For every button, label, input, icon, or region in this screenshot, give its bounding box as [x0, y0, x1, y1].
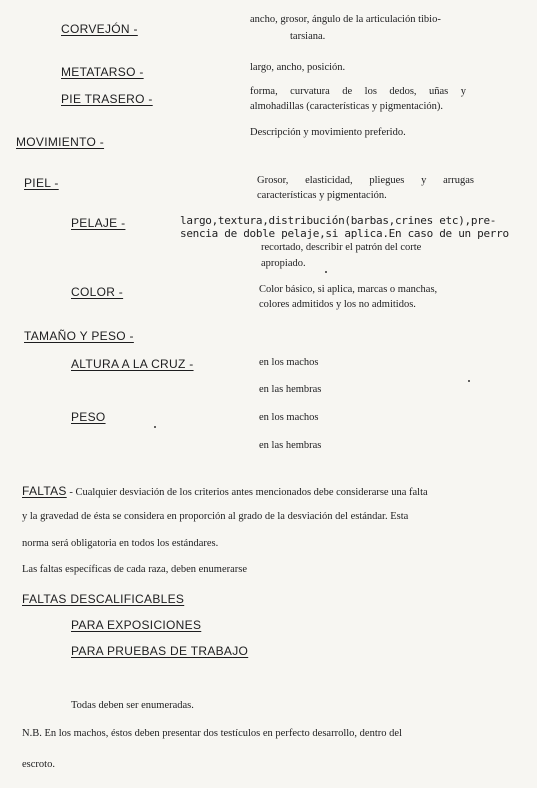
nb-note-line2: escroto. — [22, 759, 55, 770]
color-desc-line2: colores admitidos y los no admitidos. — [259, 299, 416, 310]
faltas-descalificables-heading: FALTAS DESCALIFICABLES — [22, 592, 185, 606]
faltas-text-line3: norma será obligatoria en todos los estándares. — [22, 538, 219, 549]
altura-hembras: en las hembras — [259, 384, 322, 395]
faltas-heading: FALTAS — [22, 484, 67, 498]
pelaje-desc-line1: recortado, describir el patrón del corte — [261, 242, 422, 253]
scan-speck — [325, 271, 327, 273]
tamano-peso-heading: TAMAÑO Y PESO - — [24, 329, 134, 343]
peso-hembras: en las hembras — [259, 440, 322, 451]
scan-speck — [468, 380, 470, 382]
pelaje-typed-line2: sencia de doble pelaje,si aplica.En caso de un perro — [180, 227, 509, 240]
para-pruebas-trabajo-heading: PARA PRUEBAS DE TRABAJO — [71, 644, 249, 658]
nb-note-line1: N.B. En los machos, éstos deben presentar dos testículos en perfecto desarrollo, dentro del — [22, 728, 402, 739]
pie-trasero-desc-line2: almohadillas (características y pigmentación). — [250, 101, 444, 112]
piel-desc-line2: características y pigmentación. — [257, 190, 387, 201]
pelaje-heading: PELAJE - — [71, 216, 126, 230]
faltas-text-line1: - Cualquier desviación de los criterios antes mencionados debe considerarse una falta — [66, 487, 428, 498]
todas-enumeradas-note: Todas deben ser enumeradas. — [71, 700, 194, 711]
faltas-text-line2: y la gravedad de ésta se considera en proporción al grado de la desviación del estándar. Esta — [22, 511, 409, 522]
pie-trasero-desc-line1: forma, curvatura de los dedos, uñas y — [250, 86, 466, 97]
color-heading: COLOR - — [71, 285, 124, 299]
faltas-paragraph-line1 — [22, 484, 428, 498]
corvejon-desc-line2: tarsiana. — [290, 31, 326, 42]
piel-heading: PIEL - — [24, 176, 59, 190]
peso-machos: en los machos — [259, 412, 319, 423]
metatarso-heading: METATARSO - — [61, 65, 144, 79]
movimiento-heading: MOVIMIENTO - — [16, 135, 105, 149]
corvejon-heading: CORVEJÓN - — [61, 22, 138, 36]
movimiento-desc: Descripción y movimiento preferido. — [250, 127, 406, 138]
faltas-text-line4: Las faltas específicas de cada raza, deben enumerarse — [22, 564, 248, 575]
metatarso-desc: largo, ancho, posición. — [250, 62, 346, 73]
pelaje-desc-line2: apropiado. — [261, 258, 306, 269]
corvejon-desc-line1: ancho, grosor, ángulo de la articulación tibio- — [250, 14, 441, 25]
piel-desc-line1: Grosor, elasticidad, pliegues y arrugas — [257, 175, 474, 186]
pelaje-typed-line1: largo,textura,distribución(barbas,crines etc),pre- — [180, 214, 497, 227]
peso-heading: PESO — [71, 410, 106, 424]
scan-speck — [154, 426, 156, 428]
color-desc-line1: Color básico, si aplica, marcas o manchas, — [259, 284, 438, 295]
altura-machos: en los machos — [259, 357, 319, 368]
para-exposiciones-heading: PARA EXPOSICIONES — [71, 618, 202, 632]
pie-trasero-heading: PIE TRASERO - — [61, 92, 153, 106]
altura-cruz-heading: ALTURA A LA CRUZ - — [71, 357, 194, 371]
